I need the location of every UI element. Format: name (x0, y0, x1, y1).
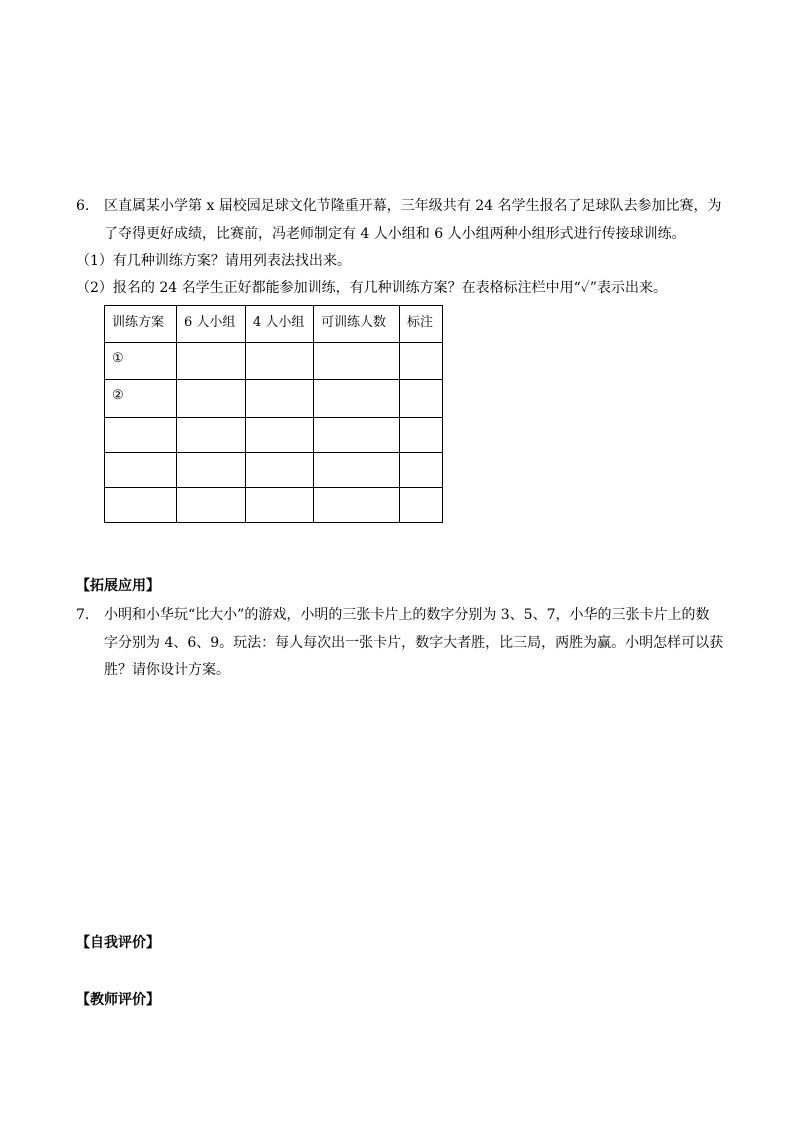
table-cell (314, 453, 400, 488)
table-cell (400, 380, 443, 418)
table-row (105, 343, 443, 380)
question-6-sub2: （2）报名的 24 名学生正好都能参加训练，有几种训练方案？在表格标注栏中用“✓”表示出来。 (76, 280, 667, 296)
table-row (105, 453, 443, 488)
table-cell (105, 418, 177, 453)
table-header-cell: 可训练人数 (314, 306, 400, 343)
table-header-row (105, 306, 443, 343)
table-cell (314, 488, 400, 523)
table-cell (314, 380, 400, 418)
table-cell (105, 453, 177, 488)
table-cell (177, 343, 246, 380)
table-header-cell: 6 人小组 (177, 306, 246, 343)
question-6-number: 6. (76, 198, 90, 214)
table-row (105, 380, 443, 418)
table-cell (314, 418, 400, 453)
table-cell (246, 343, 314, 380)
table-header-cell: 训练方案 (105, 306, 177, 343)
table-cell (177, 380, 246, 418)
section-heading-teacher-evaluation: 【教师评价】 (76, 992, 160, 1008)
question-7-text-line1: 小明和小华玩“比大小”的游戏，小明的三张卡片上的数字分别为 3、5、7，小华的三张卡片上的数 (104, 607, 710, 623)
table-cell (246, 488, 314, 523)
training-plan-table (104, 305, 443, 523)
table-cell (177, 418, 246, 453)
table-header-cell: 标注 (400, 306, 443, 343)
table-cell: ② (105, 380, 177, 418)
table-cell (314, 343, 400, 380)
table-cell (400, 343, 443, 380)
table-cell (400, 453, 443, 488)
table-cell (177, 453, 246, 488)
table-cell (400, 488, 443, 523)
table-cell (400, 418, 443, 453)
question-7-text-line2: 字分别为 4、6、9。玩法：每人每次出一张卡片，数字大者胜，比三局，两胜为赢。小明怎样可以获 (104, 635, 724, 651)
table-header-cell: 4 人小组 (246, 306, 314, 343)
table-cell (246, 380, 314, 418)
table-row (105, 488, 443, 523)
question-6-text-line1: 区直属某小学第 x 届校园足球文化节隆重开幕，三年级共有 24 名学生报名了足球队去参加比赛，为 (104, 198, 722, 214)
section-heading-extend: 【拓展应用】 (76, 578, 160, 594)
table-cell (105, 488, 177, 523)
table-cell: ① (105, 343, 177, 380)
question-6-sub1: （1）有几种训练方案？请用列表法找出来。 (76, 253, 351, 269)
table-row (105, 418, 443, 453)
table-cell (246, 453, 314, 488)
section-heading-self-evaluation: 【自我评价】 (76, 935, 160, 951)
question-6-text-line2: 了夺得更好成绩，比赛前，冯老师制定有 4 人小组和 6 人小组两种小组形式进行传接球训练。 (104, 226, 686, 242)
question-7-number: 7. (76, 607, 90, 623)
question-7-text-line3: 胜？请你设计方案。 (104, 662, 230, 678)
table-cell (177, 488, 246, 523)
table-cell (246, 418, 314, 453)
